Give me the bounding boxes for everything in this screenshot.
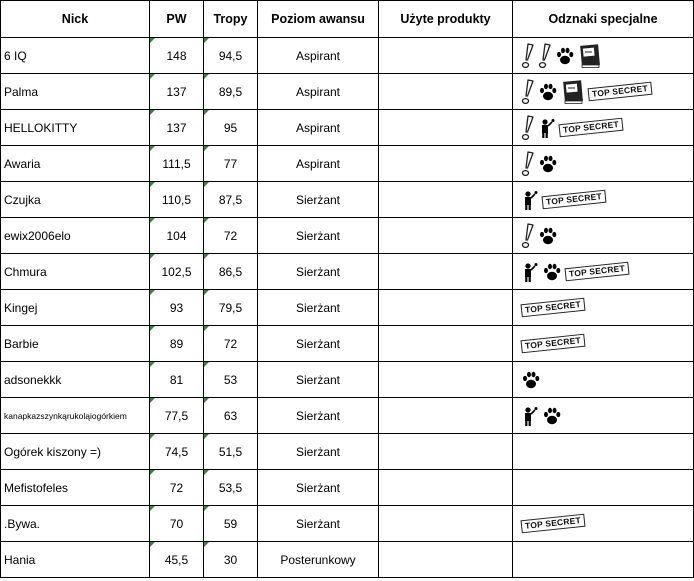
poziom-cell: Sierżant	[258, 218, 379, 254]
table-row	[1, 434, 694, 470]
nick-cell: Palma	[1, 74, 150, 110]
top-secret-stamp: TOP SECRET	[520, 514, 585, 534]
agent-icon	[521, 189, 539, 211]
pw-cell: 137	[150, 74, 204, 110]
badge-list	[513, 218, 693, 253]
badges-cell	[513, 398, 694, 434]
table-row	[1, 470, 694, 506]
poziom-cell: Sierżant	[258, 398, 379, 434]
table-row	[1, 38, 694, 74]
badges-cell	[513, 470, 694, 506]
produkty-cell	[379, 74, 513, 110]
nick-cell: .Bywa.	[1, 506, 150, 542]
tropy-cell: 89,5	[204, 74, 258, 110]
badges-cell	[513, 506, 694, 542]
poziom-cell: Sierżant	[258, 470, 379, 506]
produkty-cell	[379, 110, 513, 146]
table-row	[1, 290, 694, 326]
produkty-cell	[379, 470, 513, 506]
tropy-cell: 86,5	[204, 254, 258, 290]
nick-cell: ewix2006elo	[1, 218, 150, 254]
top-secret-stamp: TOP SECRET	[520, 298, 585, 318]
top-secret-stamp: TOP SECRET	[558, 118, 623, 138]
badges-cell	[513, 434, 694, 470]
table-row	[1, 542, 694, 578]
header-pw: PW	[150, 1, 204, 38]
badges-cell	[513, 218, 694, 254]
nick-cell: Czujka	[1, 182, 150, 218]
tropy-cell: 72	[204, 326, 258, 362]
tropy-cell: 77	[204, 146, 258, 182]
top-secret-stamp: TOP SECRET	[541, 190, 606, 210]
poziom-cell: Aspirant	[258, 146, 379, 182]
paw-icon	[555, 46, 575, 66]
badges-cell	[513, 110, 694, 146]
nick-cell: Barbie	[1, 326, 150, 362]
top-secret-stamp: TOP SECRET	[564, 262, 629, 282]
tropy-cell: 30	[204, 542, 258, 578]
poziom-cell: Sierżant	[258, 326, 379, 362]
header-tropy: Tropy	[204, 1, 258, 38]
badge-list	[513, 38, 693, 73]
pw-cell: 72	[150, 470, 204, 506]
header-poziom: Poziom awansu	[258, 1, 379, 38]
pw-cell: 89	[150, 326, 204, 362]
pw-cell: 111,5	[150, 146, 204, 182]
produkty-cell	[379, 542, 513, 578]
badges-cell	[513, 542, 694, 578]
paw-icon	[538, 82, 558, 102]
poziom-cell: Sierżant	[258, 434, 379, 470]
exclamation-icon	[538, 43, 552, 69]
badge-list	[513, 74, 693, 109]
pw-cell: 137	[150, 110, 204, 146]
poziom-cell: Sierżant	[258, 362, 379, 398]
agent-icon	[521, 405, 539, 427]
exclamation-icon	[521, 43, 535, 69]
nick-cell: Ogórek kiszony =)	[1, 434, 150, 470]
pw-cell: 148	[150, 38, 204, 74]
header-nick: Nick	[1, 1, 150, 38]
poziom-cell: Aspirant	[258, 110, 379, 146]
pw-cell: 74,5	[150, 434, 204, 470]
tropy-cell: 53,5	[204, 470, 258, 506]
table-row	[1, 398, 694, 434]
produkty-cell	[379, 146, 513, 182]
agent-icon	[538, 117, 556, 139]
table-row	[1, 254, 694, 290]
badge-list	[513, 326, 693, 361]
pw-cell: 102,5	[150, 254, 204, 290]
badges-cell	[513, 326, 694, 362]
paw-icon	[521, 370, 541, 390]
pw-cell: 110,5	[150, 182, 204, 218]
table-row	[1, 506, 694, 542]
produkty-cell	[379, 506, 513, 542]
badge-list	[513, 290, 693, 325]
pw-cell: 81	[150, 362, 204, 398]
badges-cell	[513, 290, 694, 326]
produkty-cell	[379, 362, 513, 398]
tropy-cell: 53	[204, 362, 258, 398]
nick-cell: Kingej	[1, 290, 150, 326]
table-row	[1, 110, 694, 146]
tropy-cell: 95	[204, 110, 258, 146]
tropy-cell: 72	[204, 218, 258, 254]
pw-cell: 70	[150, 506, 204, 542]
nick-cell: adsonekkk	[1, 362, 150, 398]
badge-list	[513, 398, 693, 433]
poziom-cell: Aspirant	[258, 74, 379, 110]
tropy-cell: 87,5	[204, 182, 258, 218]
exclamation-icon	[521, 223, 535, 249]
badge-list	[513, 110, 693, 145]
badges-cell	[513, 74, 694, 110]
agent-icon	[521, 261, 539, 283]
badges-cell	[513, 182, 694, 218]
badge-list	[513, 506, 693, 541]
pw-cell: 77,5	[150, 398, 204, 434]
poziom-cell: Sierżant	[258, 182, 379, 218]
produkty-cell	[379, 398, 513, 434]
poziom-cell: Posterunkowy	[258, 542, 379, 578]
badges-cell	[513, 38, 694, 74]
book-icon	[578, 43, 602, 69]
pw-cell: 45,5	[150, 542, 204, 578]
badge-list	[513, 146, 693, 181]
badges-cell	[513, 254, 694, 290]
header-odznaki: Odznaki specjalne	[513, 1, 694, 38]
exclamation-icon	[521, 79, 535, 105]
produkty-cell	[379, 254, 513, 290]
produkty-cell	[379, 38, 513, 74]
tropy-cell: 94,5	[204, 38, 258, 74]
tropy-cell: 51,5	[204, 434, 258, 470]
paw-icon	[538, 226, 558, 246]
paw-icon	[542, 262, 562, 282]
top-secret-stamp: TOP SECRET	[520, 334, 585, 354]
nick-cell: kanapkazszynkąrukoląiogórkiem	[1, 398, 150, 434]
poziom-cell: Sierżant	[258, 506, 379, 542]
nick-cell: Chmura	[1, 254, 150, 290]
badge-list	[513, 254, 693, 289]
poziom-cell: Sierżant	[258, 290, 379, 326]
nick-cell: Mefistofeles	[1, 470, 150, 506]
table-row	[1, 182, 694, 218]
table-row	[1, 146, 694, 182]
badge-list	[513, 182, 693, 217]
top-secret-stamp: TOP SECRET	[587, 82, 652, 102]
paw-icon	[542, 406, 562, 426]
badge-list	[513, 362, 693, 397]
table-row	[1, 218, 694, 254]
tropy-cell: 59	[204, 506, 258, 542]
header-produkty: Użyte produkty	[379, 1, 513, 38]
nick-cell: Hania	[1, 542, 150, 578]
header-row	[1, 1, 694, 38]
produkty-cell	[379, 434, 513, 470]
table-row	[1, 74, 694, 110]
produkty-cell	[379, 290, 513, 326]
produkty-cell	[379, 326, 513, 362]
exclamation-icon	[521, 115, 535, 141]
table-row	[1, 326, 694, 362]
badges-cell	[513, 146, 694, 182]
badge-list	[513, 542, 693, 577]
produkty-cell	[379, 218, 513, 254]
tropy-cell: 63	[204, 398, 258, 434]
table-row	[1, 362, 694, 398]
badge-list	[513, 434, 693, 469]
paw-icon	[538, 154, 558, 174]
nick-cell: 6 IQ	[1, 38, 150, 74]
nick-cell: HELLOKITTY	[1, 110, 150, 146]
poziom-cell: Aspirant	[258, 38, 379, 74]
produkty-cell	[379, 182, 513, 218]
nick-cell: Awaria	[1, 146, 150, 182]
book-icon	[561, 79, 585, 105]
exclamation-icon	[521, 151, 535, 177]
tropy-cell: 79,5	[204, 290, 258, 326]
poziom-cell: Sierżant	[258, 254, 379, 290]
badge-list	[513, 470, 693, 505]
badges-cell	[513, 362, 694, 398]
pw-cell: 93	[150, 290, 204, 326]
pw-cell: 104	[150, 218, 204, 254]
